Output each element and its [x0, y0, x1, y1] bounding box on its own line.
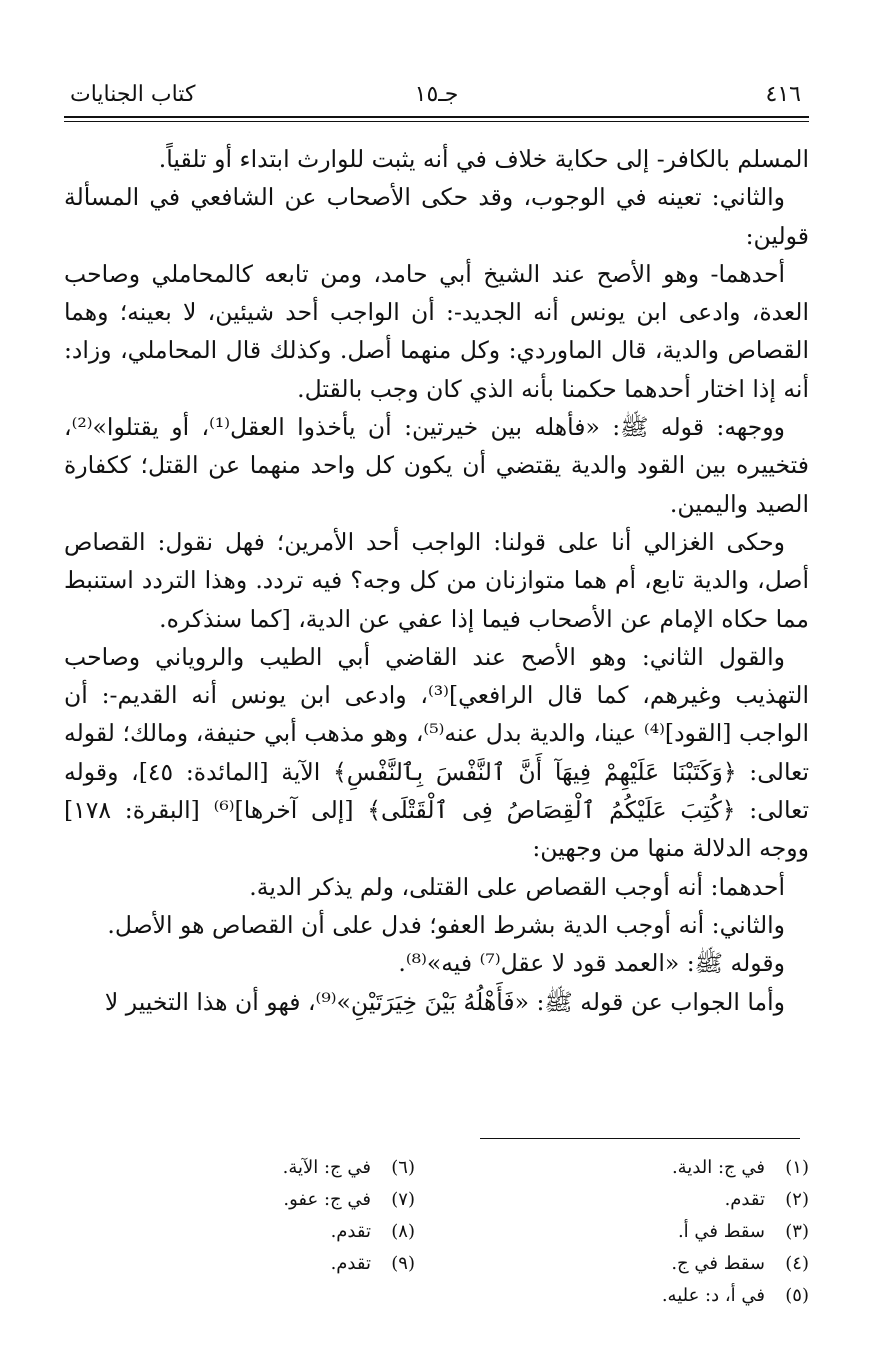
paragraph: والثاني: أنه أوجب الدية بشرط العفو؛ فدل على أن القصاص هو الأصل.	[107, 910, 785, 939]
paragraph: المسلم بالكافر- إلى حكاية خلاف في أنه يثبت للوارث ابتداء أو تلقياً.	[158, 145, 809, 173]
footnote	[509, 1216, 809, 1248]
footnote	[509, 1152, 809, 1184]
footnote-text: تقدم.	[724, 1189, 765, 1210]
footnote	[115, 1248, 415, 1280]
paragraph: ووجهه: قوله ﷺ: «فأهله بين خيرتين: أن يأخذوا العقل⁽¹⁾، أو يقتلوا»⁽²⁾، فتخييره بين القود والدية يقتضي أن يكون كل واحد منهما عن القتل؛ ككفارة الصيد واليمين.	[64, 413, 809, 518]
volume-label: جـ١٥	[414, 82, 459, 107]
footnote	[509, 1280, 809, 1312]
footnote-text: سقط في ج.	[671, 1253, 765, 1274]
header-rule-thin	[64, 121, 809, 122]
main-text	[64, 140, 809, 1021]
footnote-text: في أ، د: عليه.	[661, 1285, 765, 1306]
footnote-number: (٨)	[391, 1221, 415, 1242]
paragraph: أحدهما: أنه أوجب القصاص على القتلى، ولم يذكر الدية.	[249, 872, 785, 901]
footnote-number: (٩)	[391, 1253, 415, 1274]
paragraph: أحدهما- وهو الأصح عند الشيخ أبي حامد، ومن تابعه كالمحاملي وصاحب العدة، وادعى ابن يونس أنه الجديد-: أن الواجب أحد شيئين، لا بعينه؛ وهما القصاص والدية، قال الماوردي: وكل منهما أصل. وكذلك قال المحاملي، وزاد: أنه إذا اختار أحدهما حكمنا بأنه الذي كان وجب بالقتل.	[64, 259, 809, 403]
footnote-text: سقط في أ.	[677, 1221, 765, 1242]
footnotes-right-column	[509, 1152, 809, 1312]
footnote-number: (١)	[785, 1157, 809, 1178]
footnote	[115, 1216, 415, 1248]
footnote-number: (٤)	[785, 1253, 809, 1274]
footnote-text: في ج: الدية.	[671, 1157, 765, 1178]
footnotes-left-column	[115, 1152, 415, 1280]
paragraph: وقوله ﷺ: «العمد قود لا عقل⁽⁷⁾ فيه»⁽⁸⁾.	[398, 949, 785, 978]
footnote-text: تقدم.	[330, 1221, 371, 1242]
footnote	[115, 1152, 415, 1184]
footnote	[509, 1184, 809, 1216]
footnote-text: تقدم.	[330, 1253, 371, 1274]
paragraph: والثاني: تعينه في الوجوب، وقد حكى الأصحاب عن الشافعي في المسألة قولين:	[64, 183, 809, 250]
book-title: كتاب الجنايات	[70, 82, 196, 107]
footnote-number: (٥)	[785, 1285, 809, 1306]
page-number: ٤١٦	[765, 82, 801, 107]
footnote	[115, 1184, 415, 1216]
paragraph: والقول الثاني: وهو الأصح عند القاضي أبي الطيب والروياني وصاحب التهذيب وغيرهم، كما قال الرافعي]⁽³⁾، وادعى ابن يونس أنه القديم-: أن الواجب [القود]⁽⁴⁾ عينا، والدية بدل عنه⁽⁵⁾، وهو مذهب أبي حنيفة، ومالك؛ لقوله تعالى: ﴿وَكَتَبْنَا عَلَيْهِمْ فِيهَآ أَنَّ ٱلنَّفْسَ بِٱلنَّفْسِ﴾ الآية [المائدة: ٤٥]، وقوله تعالى: ﴿كُتِبَ عَلَيْكُمُ ٱلْقِصَاصُ فِى ٱلْقَتْلَى﴾ [إلى آخرها]⁽⁶⁾ [البقرة: ١٧٨] ووجه الدلالة منها من وجهين:	[64, 642, 809, 863]
paragraph: وحكى الغزالي أنا على قولنا: الواجب أحد الأمرين؛ فهل نقول: القصاص أصل، والدية تابع، أم هما متوازنان من كل وجه؟ فيه تردد. وهذا التردد استنبط مما حكاه الإمام عن الأصحاب فيما إذا عفي عن الدية، [كما سنذكره.	[64, 527, 809, 633]
page-header	[64, 82, 809, 116]
paragraph: وأما الجواب عن قوله ﷺ: «فَأَهْلُهُ بَيْنَ خِيَرَتَيْنِ»⁽⁹⁾، فهو أن هذا التخيير لا	[104, 987, 785, 1016]
footnote	[509, 1248, 809, 1280]
footnote-number: (٧)	[391, 1189, 415, 1210]
footnote-text: في ج: الآية.	[282, 1157, 371, 1178]
footnote-separator	[480, 1138, 800, 1139]
footnote-number: (٦)	[391, 1157, 415, 1178]
footnote-number: (٢)	[785, 1189, 809, 1210]
footnote-text: في ج: عفو.	[283, 1189, 371, 1210]
header-rule-thick	[64, 116, 809, 118]
footnote-number: (٣)	[785, 1221, 809, 1242]
